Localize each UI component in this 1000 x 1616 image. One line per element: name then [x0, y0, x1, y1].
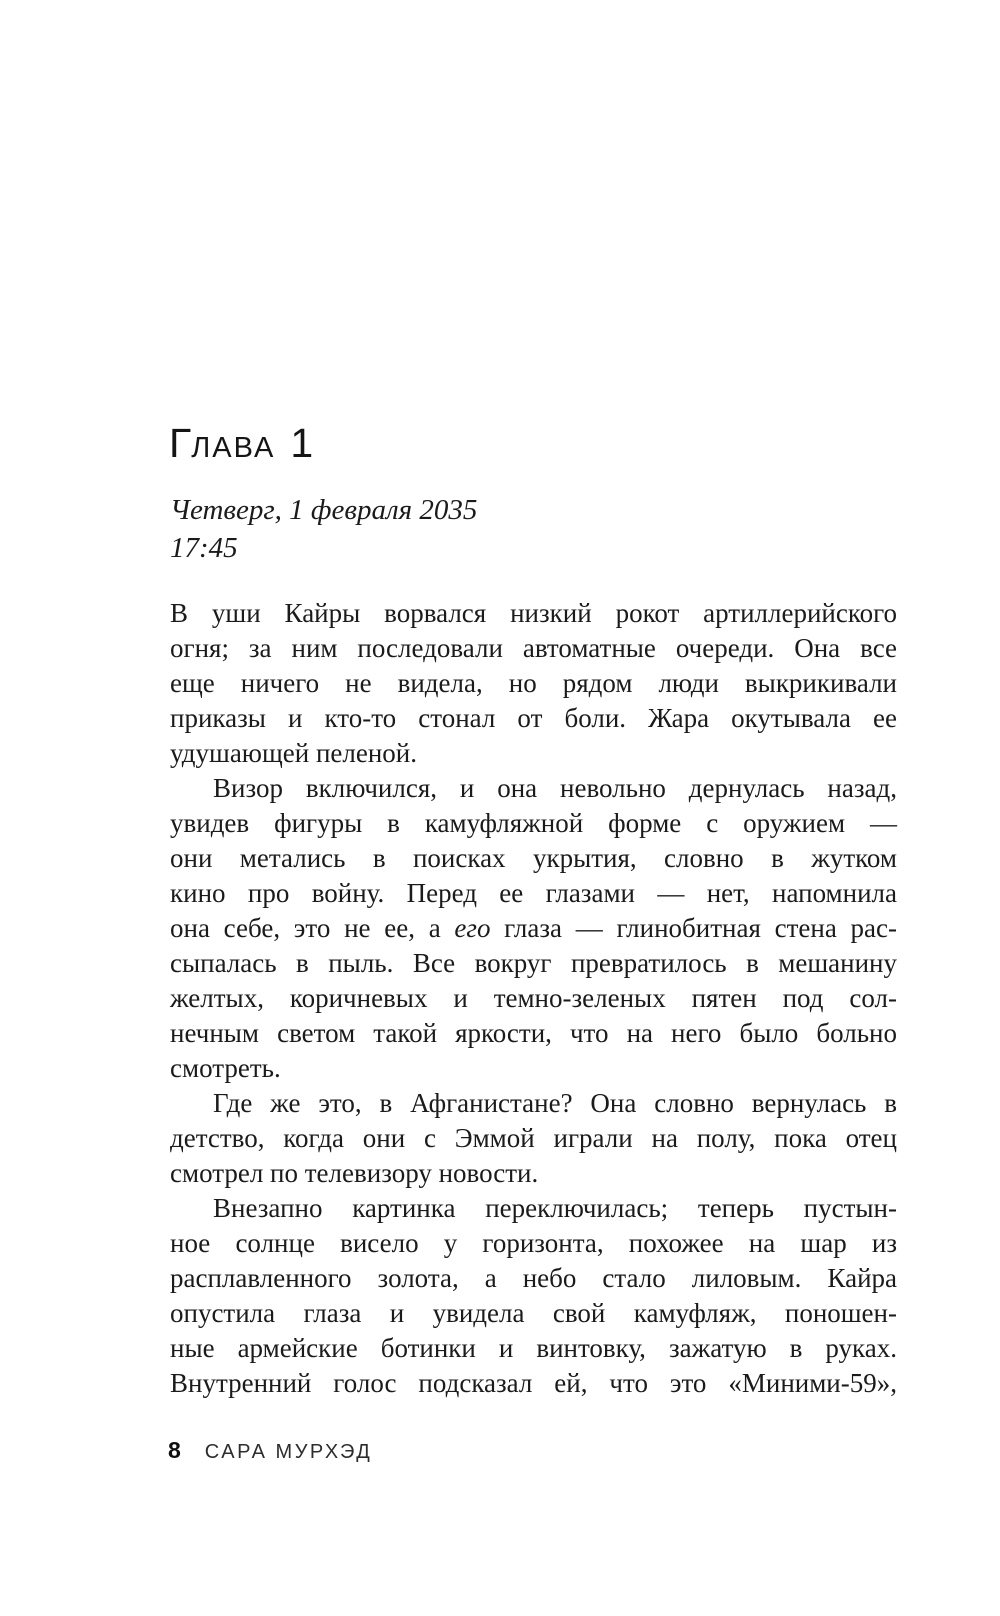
text-line [170, 1121, 897, 1156]
text-line [170, 1051, 897, 1086]
running-title: САРА МУРХЭД [204, 1441, 373, 1463]
chapter-heading-initial: Г [169, 420, 192, 466]
text-segment: кино про войну. Перед ее глазами — нет, напомнила [170, 878, 897, 908]
text-line [170, 1191, 897, 1226]
text-segment: огня; за ним последовали автоматные очереди. Она все [170, 633, 897, 663]
emphasized-word: его [454, 913, 491, 943]
text-line [170, 806, 897, 841]
body-text [170, 596, 897, 1401]
text-segment: Внезапно картинка переключилась; теперь пустын- [213, 1193, 897, 1223]
text-segment: удушающей пеленой. [170, 738, 417, 768]
text-line [170, 946, 897, 981]
text-line [170, 736, 897, 771]
chapter-heading [169, 420, 314, 466]
text-line [170, 1016, 897, 1051]
text-line [170, 1296, 897, 1331]
chapter-dateline [170, 491, 477, 567]
text-line [170, 771, 897, 806]
chapter-heading-word: ЛАВА [191, 432, 276, 464]
text-segment: смотреть. [170, 1053, 281, 1083]
text-segment: глаза — глинобитная стена рас- [490, 913, 898, 943]
dateline-time: 17:45 [170, 532, 238, 564]
text-line [170, 666, 897, 701]
paragraph [170, 771, 897, 1086]
text-segment: увидев фигуры в камуфляжной форме с оружием — [170, 808, 897, 838]
text-line [170, 1331, 897, 1366]
text-line [170, 1261, 897, 1296]
text-line [170, 1156, 897, 1191]
text-segment: В уши Кайры ворвался низкий рокот артиллерийского [170, 598, 897, 628]
text-segment: ное солнце висело у горизонта, похожее на шар из [170, 1228, 897, 1258]
chapter-number: 1 [290, 420, 314, 466]
text-segment: опустила глаза и увидела свой камуфляж, поношен- [170, 1298, 897, 1328]
text-segment: еще ничего не видела, но рядом люди выкрикивали [170, 668, 897, 698]
paragraph [170, 1191, 897, 1401]
text-line [170, 1086, 897, 1121]
paragraph [170, 1086, 897, 1191]
text-segment: детство, когда они с Эммой играли на полу, пока отец [170, 1123, 897, 1153]
text-segment: они метались в поисках укрытия, словно в жутком [170, 843, 897, 873]
text-line [170, 631, 897, 666]
text-line [170, 1366, 897, 1401]
text-segment: расплавленного золота, а небо стало лиловым. Кайра [170, 1263, 897, 1293]
paragraph [170, 596, 897, 771]
text-segment: сыпалась в пыль. Все вокруг превратилось в мешанину [170, 948, 897, 978]
text-segment: Визор включился, и она невольно дернулась назад, [213, 773, 897, 803]
text-line [170, 841, 897, 876]
text-line [170, 596, 897, 631]
dateline-date: Четверг, 1 февраля 2035 [170, 494, 478, 526]
text-line [170, 876, 897, 911]
text-line [170, 701, 897, 736]
text-line [170, 911, 897, 946]
page-footer [168, 1437, 372, 1464]
text-segment: она себе, это не ее, а [170, 913, 455, 943]
text-segment: желтых, коричневых и темно-зеленых пятен под сол- [170, 983, 897, 1013]
text-segment: ные армейские ботинки и винтовку, зажатую в руках. [170, 1333, 897, 1363]
text-line [170, 1226, 897, 1261]
text-segment: Где же это, в Афганистане? Она словно вернулась в [213, 1088, 897, 1118]
text-line [170, 981, 897, 1016]
text-segment: приказы и кто-то стонал от боли. Жара окутывала ее [170, 703, 897, 733]
text-segment: смотрел по телевизору новости. [170, 1158, 539, 1188]
text-segment: нечным светом такой яркости, что на него было больно [170, 1018, 897, 1048]
text-segment: Внутренний голос подсказал ей, что это «Миними-59», [170, 1368, 897, 1398]
page-number: 8 [168, 1437, 181, 1463]
